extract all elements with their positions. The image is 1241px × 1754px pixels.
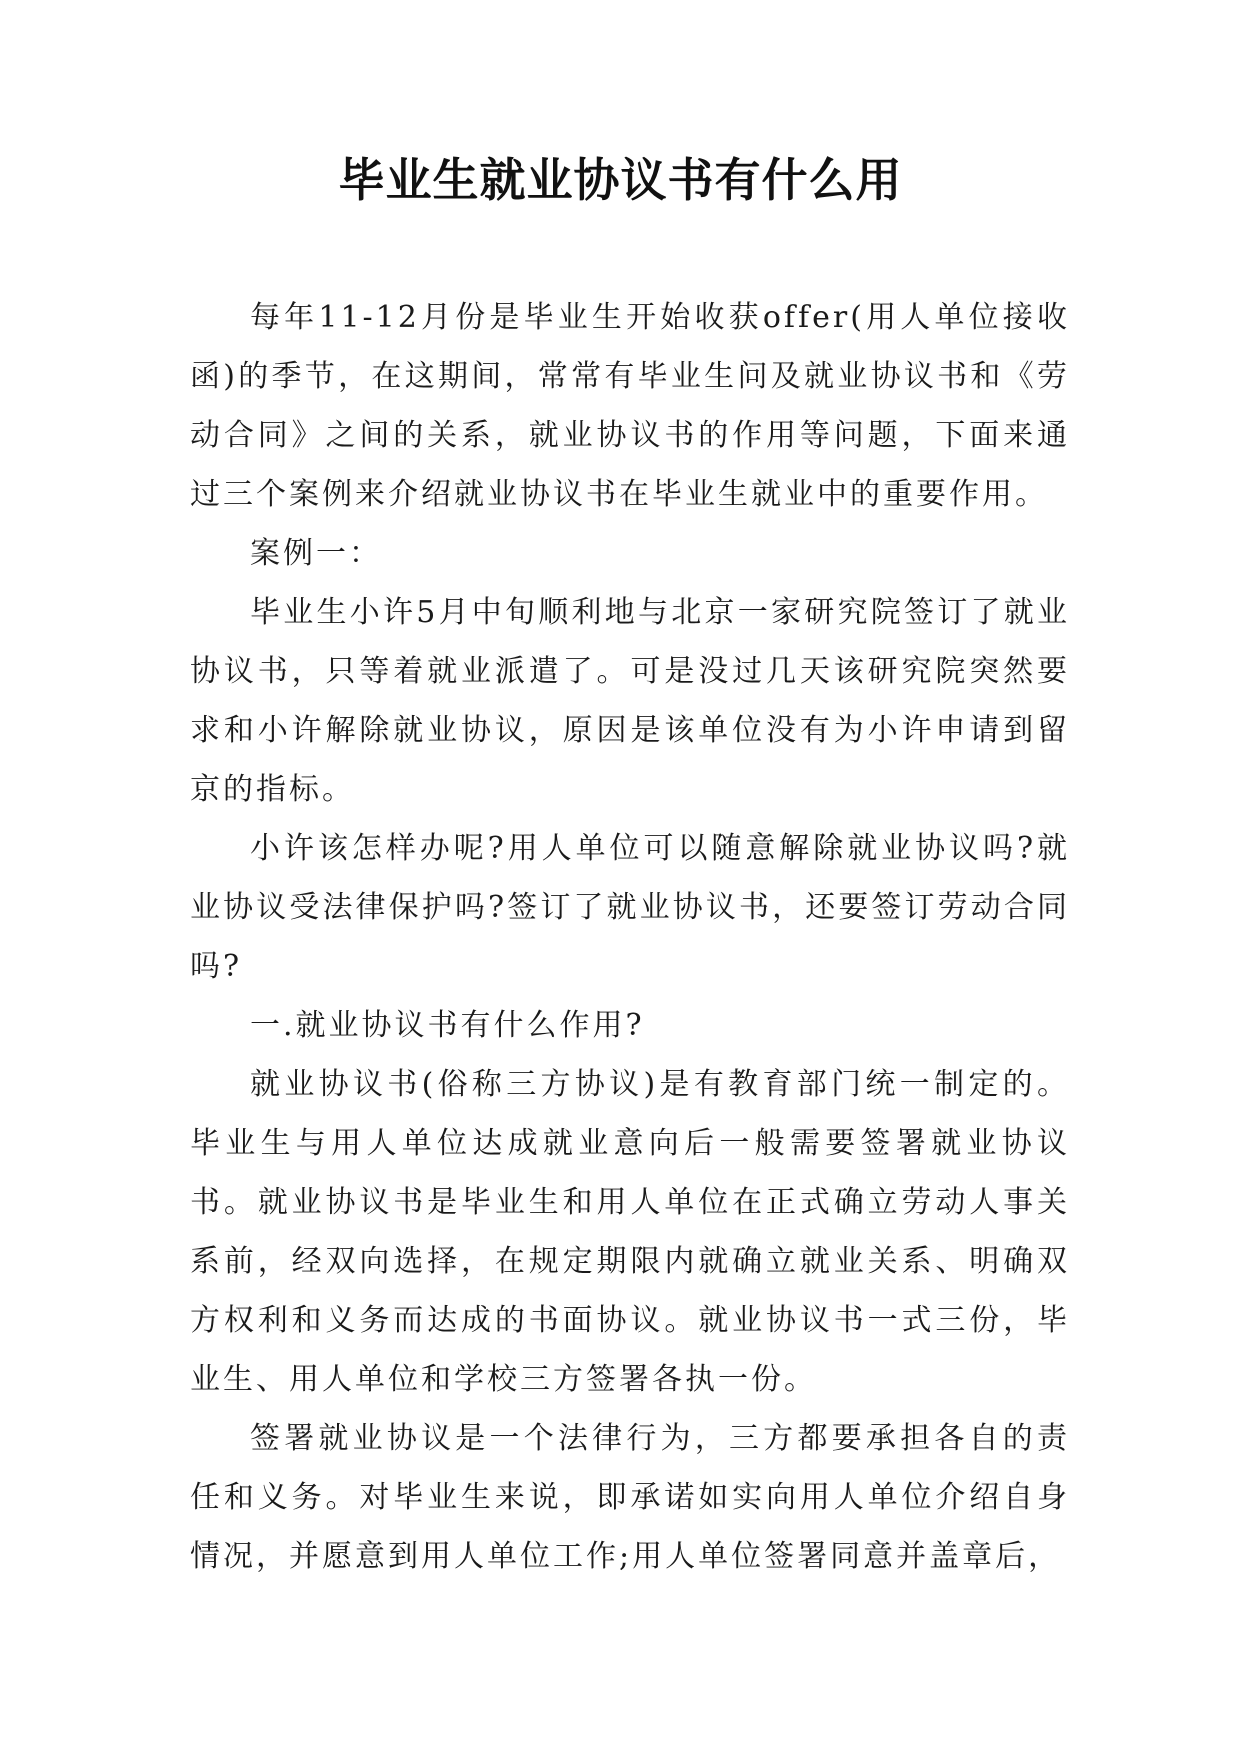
- document-body: [190, 288, 1070, 1586]
- paragraph-case-heading: 案例一：: [250, 536, 382, 571]
- page-title: 毕业生就业协议书有什么用: [338, 153, 903, 207]
- section-heading-one: 一.就业协议书有什么作用?: [250, 1008, 645, 1043]
- paragraph-questions: 小许该怎样办呢?用人单位可以随意解除就业协议吗?就业协议受法律保护吗?签订了就业协议书，还要签订劳动合同吗?: [190, 831, 1070, 984]
- paragraph-case-one: 毕业生小许5月中旬顺利地与北京一家研究院签订了就业协议书，只等着就业派遣了。可是没过几天该研究院突然要求和小许解除就业协议，原因是该单位没有为小许申请到留京的指标。: [190, 595, 1070, 807]
- paragraph-legal-act: 签署就业协议是一个法律行为，三方都要承担各自的责任和义务。对毕业生来说，即承诺如实向用人单位介绍自身情况，并愿意到用人单位工作;用人单位签署同意并盖章后，: [190, 1421, 1070, 1574]
- paragraph-agreement-definition: 就业协议书(俗称三方协议)是有教育部门统一制定的。毕业生与用人单位达成就业意向后一般需要签署就业协议书。就业协议书是毕业生和用人单位在正式确立劳动人事关系前，经双向选择，在规定期限内就确立就业关系、明确双方权利和义务而达成的书面协议。就业协议书一式三份，毕业生、用人单位和学校三方签署各执一份。: [190, 1067, 1070, 1397]
- paragraph-intro: 每年11-12月份是毕业生开始收获offer(用人单位接收函)的季节，在这期间，常常有毕业生问及就业协议书和《劳动合同》之间的关系，就业协议书的作用等问题，下面来通过三个案例来介绍就业协议书在毕业生就业中的重要作用。: [190, 300, 1070, 512]
